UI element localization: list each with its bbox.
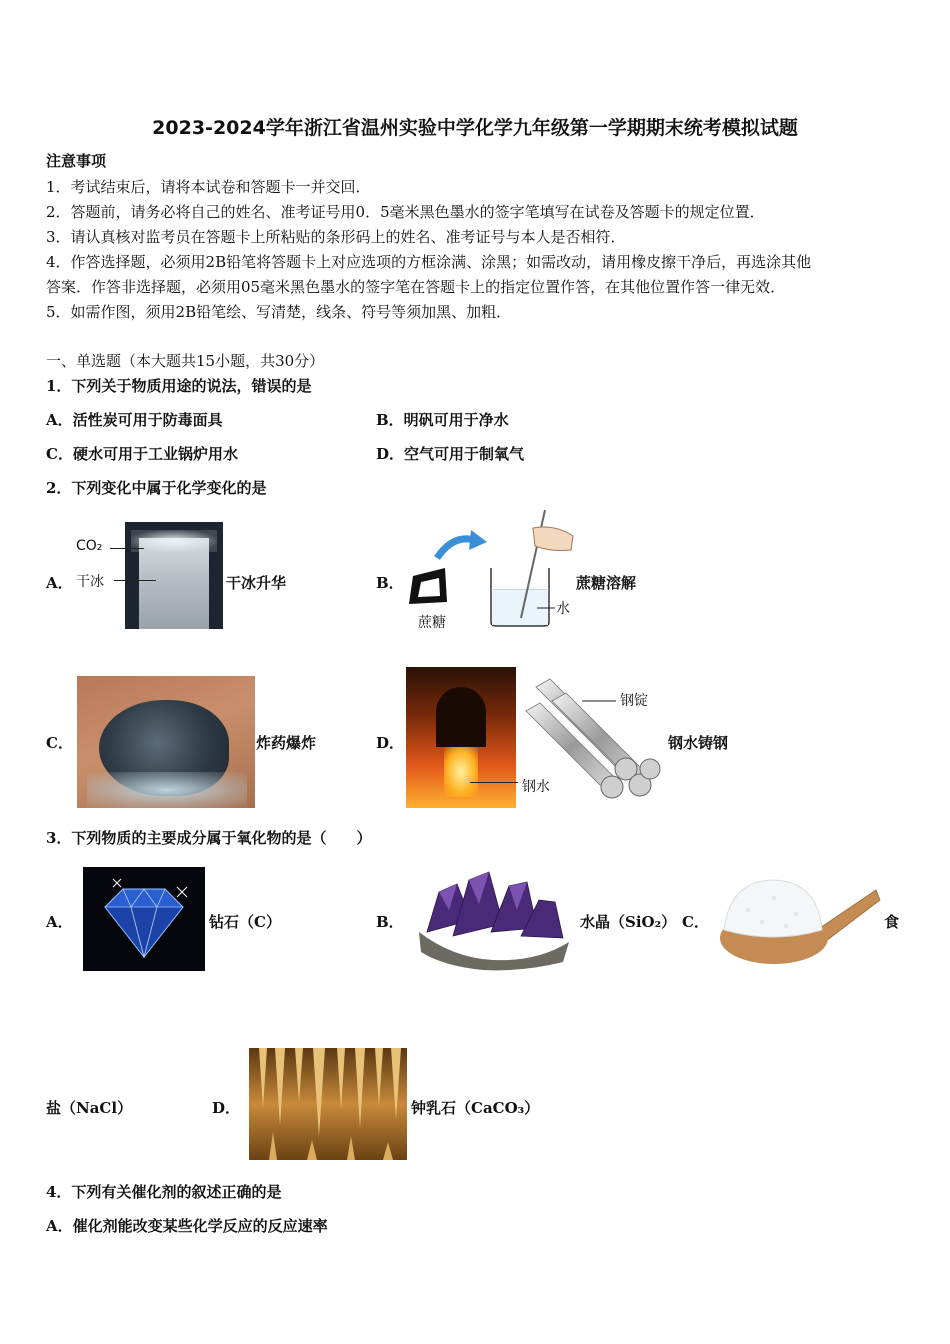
q2-option-c-letter: C．	[46, 734, 73, 752]
q3-option-d-caption: 钟乳石（CaCO₃）	[411, 1099, 540, 1117]
dry-ice-pointer-line	[114, 580, 156, 581]
stalactite-cave-image	[249, 1048, 407, 1160]
q3-option-b-caption: 水晶（SiO₂）	[580, 913, 677, 931]
q3-option-b-letter: B．	[376, 913, 404, 931]
q2-option-a-letter: A．	[46, 574, 73, 592]
notice-item-2: 2．答题前，请务必将自己的姓名、准考证号用0．5毫米黑色墨水的签字笔填写在试卷及答题卡的规定位置．	[46, 203, 765, 221]
q3-option-a-letter: A．	[46, 913, 73, 931]
q2-option-d-letter: D．	[376, 734, 405, 752]
q2-option-b-caption: 蔗糖溶解	[576, 574, 637, 592]
molten-steel-image	[406, 667, 516, 808]
notice-item-4-cont: 答案．作答非选择题，必须用05毫米黑色墨水的签字笔在答题卡上的指定位置作答，在其他位置作答一律无效．	[46, 278, 786, 296]
dry-ice-image	[125, 522, 223, 629]
explosion-image	[77, 676, 255, 808]
co2-label: CO₂	[76, 538, 103, 554]
q1-option-a: A．活性炭可用于防毒面具	[46, 411, 223, 429]
q2-option-c-caption: 炸药爆炸	[256, 734, 317, 752]
co2-pointer-line	[110, 548, 144, 549]
amethyst-crystal-image	[413, 862, 573, 972]
dry-ice-label: 干冰	[76, 574, 104, 590]
q2-option-b-letter: B．	[376, 574, 404, 592]
q3-option-c-letter: C．	[682, 913, 709, 931]
section-heading: 一、单选题（本大题共15小题，共30分）	[46, 352, 325, 370]
q3-option-a-caption: 钻石（C）	[209, 913, 281, 931]
notice-heading: 注意事项	[46, 152, 107, 170]
notice-item-3: 3．请认真核对监考员在答题卡上所粘贴的条形码上的姓名、准考证号与本人是否相符．	[46, 228, 626, 246]
q2-option-a-caption: 干冰升华	[226, 574, 287, 592]
notice-item-5: 5．如需作图，须用2B铅笔绘、写清楚，线条、符号等须加黑、加粗．	[46, 303, 512, 321]
question-3-stem: 3．下列物质的主要成分属于氧化物的是（ ）	[46, 829, 372, 847]
notice-item-1: 1．考试结束后，请将本试卷和答题卡一并交回．	[46, 178, 371, 196]
page-title: 2023-2024学年浙江省温州实验中学化学九年级第一学期期末统考模拟试题	[152, 117, 798, 139]
q3-option-d-letter: D．	[212, 1099, 241, 1117]
steel-ingot-label: 钢锭	[620, 693, 648, 709]
q3-option-c-caption-part2: 盐（NaCl）	[46, 1099, 133, 1117]
sugar-label: 蔗糖	[418, 615, 446, 631]
molten-steel-pointer-line	[470, 782, 518, 783]
q2-option-d-caption: 钢水铸钢	[668, 734, 729, 752]
molten-steel-label: 钢水	[522, 779, 550, 795]
q1-option-b: B．明矾可用于净水	[376, 411, 509, 429]
question-1-stem: 1．下列关于物质用途的说法，错误的是	[46, 377, 312, 395]
water-label: 水	[556, 601, 570, 617]
q3-option-c-caption-part1: 食	[884, 913, 900, 931]
question-2-stem: 2．下列变化中属于化学变化的是	[46, 479, 267, 497]
q1-option-c: C．硬水可用于工业锅炉用水	[46, 445, 238, 463]
diamond-image	[83, 867, 205, 971]
salt-spoon-image	[718, 876, 882, 968]
notice-item-4: 4．作答选择题，必须用2B铅笔将答题卡上对应选项的方框涂满、涂黑；如需改动，请用橡皮擦干净后，再选涂其他	[46, 253, 812, 271]
question-4-stem: 4．下列有关催化剂的叙述正确的是	[46, 1183, 282, 1201]
q1-option-d: D．空气可用于制氧气	[376, 445, 525, 463]
q4-option-a: A．催化剂能改变某些化学反应的反应速率	[46, 1217, 328, 1235]
